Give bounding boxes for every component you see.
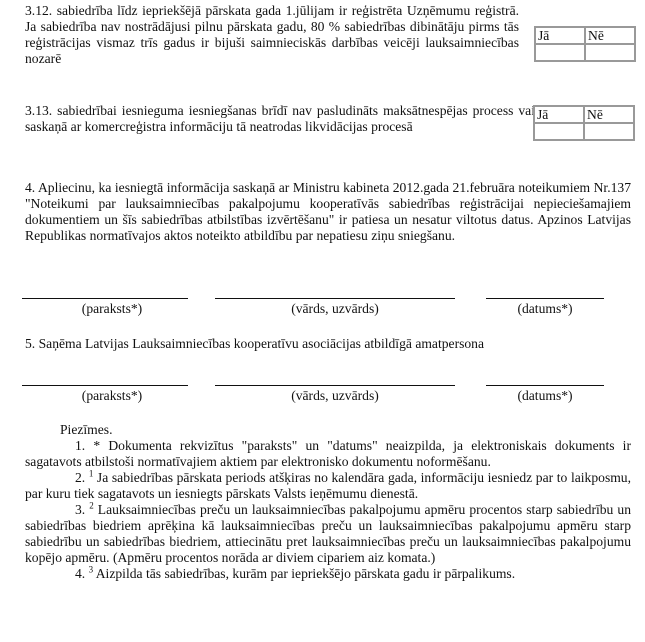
question-3-13: 3.13. sabiedrībai iesnieguma iesniegšanas brīdī nav pasludināts maksātnespējas process vai saskaņā ar komercreģistra informāciju tā neatrodas likvidācijas procesā <box>25 103 535 134</box>
yes-header: Jā <box>534 106 584 123</box>
question-3-12: 3.12. sabiedrība līdz iepriekšējā pārskata gada 1.jūlijam ir reģistrēta Uzņēmumu reģistrā. Ja sabiedrība nav nostrādājusi pilnu pārskata gadu, 80 % sabiedrības dibinātāju pirms tās reģistrācijas vismaz trīs gadus ir bijuši saimnieciskās darbības veicēji lauksaimniecības nozarē <box>25 3 519 66</box>
note-2 <box>25 470 631 502</box>
notes <box>25 422 631 582</box>
date-line[interactable] <box>486 385 604 386</box>
footnote-mark: 1 <box>88 468 94 479</box>
name-line[interactable] <box>215 298 455 299</box>
yes-cell[interactable] <box>534 123 584 140</box>
note-number: 3. <box>75 502 90 517</box>
answer-table-3-13 <box>533 105 635 141</box>
no-header: Nē <box>584 106 634 123</box>
no-cell[interactable] <box>585 44 635 61</box>
footnote-mark: 3 <box>88 564 94 575</box>
note-4 <box>25 566 631 582</box>
note-number: 2. <box>75 470 89 485</box>
note-number: 4. <box>75 566 89 581</box>
no-cell[interactable] <box>584 123 634 140</box>
name-label: (vārds, uzvārds) <box>291 388 379 403</box>
yes-header: Jā <box>535 27 585 44</box>
answer-table-3-12 <box>534 26 636 62</box>
note-3 <box>25 502 631 566</box>
note-1: 1. * Dokumenta rekvizītus "paraksts" un "datums" neaizpilda, ja elektroniskais dokuments ir sagatavots atbilstoši normatīvajiem aktiem par elektronisko dokumentu noformēšanu. <box>25 438 631 469</box>
date-label: (datums*) <box>517 301 573 316</box>
signature-label: (paraksts*) <box>81 301 143 316</box>
notes-title: Piezīmes. <box>60 422 113 437</box>
note-text: Ja sabiedrības pārskata periods atšķiras no kalendāra gada, informāciju iesniedz par to laikposmu, par kuru tiek sagatavots un iesniegts pārskats Valsts ieņēmumu dienestā. <box>25 470 632 501</box>
no-header: Nē <box>585 27 635 44</box>
signature-line[interactable] <box>22 385 188 386</box>
signature-label: (paraksts*) <box>81 388 143 403</box>
yes-cell[interactable] <box>535 44 585 61</box>
note-text: Aizpilda tās sabiedrības, kurām par iepriekšējo pārskata gadu ir pārpalikums. <box>93 566 516 581</box>
received-section-5: 5. Saņēma Latvijas Lauksaimniecības kooperatīvu asociācijas atbildīgā amatpersona <box>25 336 485 351</box>
signature-line[interactable] <box>22 298 188 299</box>
declaration-section-4: 4. Apliecinu, ka iesniegtā informācija saskaņā ar Ministru kabineta 2012.gada 21.februāra noteikumiem Nr.137 "Noteikumi par lauksaimniecības pakalpojumu kooperatīvās sabiedrības reģistrācijai nepieciešamajiem dokumentiem un šīs sabiedrības atbilstības izvērtēšanu" ir patiesa un nesatur viltotus datus. Apzinos Latvijas Republikas normatīvajos aktos noteikto atbildību par nepatiesu ziņu sniegšanu. <box>25 180 631 243</box>
footnote-mark: 2 <box>89 500 94 511</box>
date-label: (datums*) <box>517 388 573 403</box>
date-line[interactable] <box>486 298 604 299</box>
name-label: (vārds, uzvārds) <box>291 301 379 316</box>
name-line[interactable] <box>215 385 455 386</box>
note-text: Lauksaimniecības preču un lauksaimniecības pakalpojumu apmēru procentos starp sabiedrību un sabiedrības biedriem aprēķina kā lauksaimniecības preču un lauksaimniecības pakalpojumu apmēru starp sabiedrību un sabiedrības biedriem, attiecinātu pret lauksaimniecības preču un lauksaimniecības pakalpojumu kopējo apmēru. (Apmēru procentos norāda ar diviem cipariem aiz komata.) <box>25 502 631 565</box>
